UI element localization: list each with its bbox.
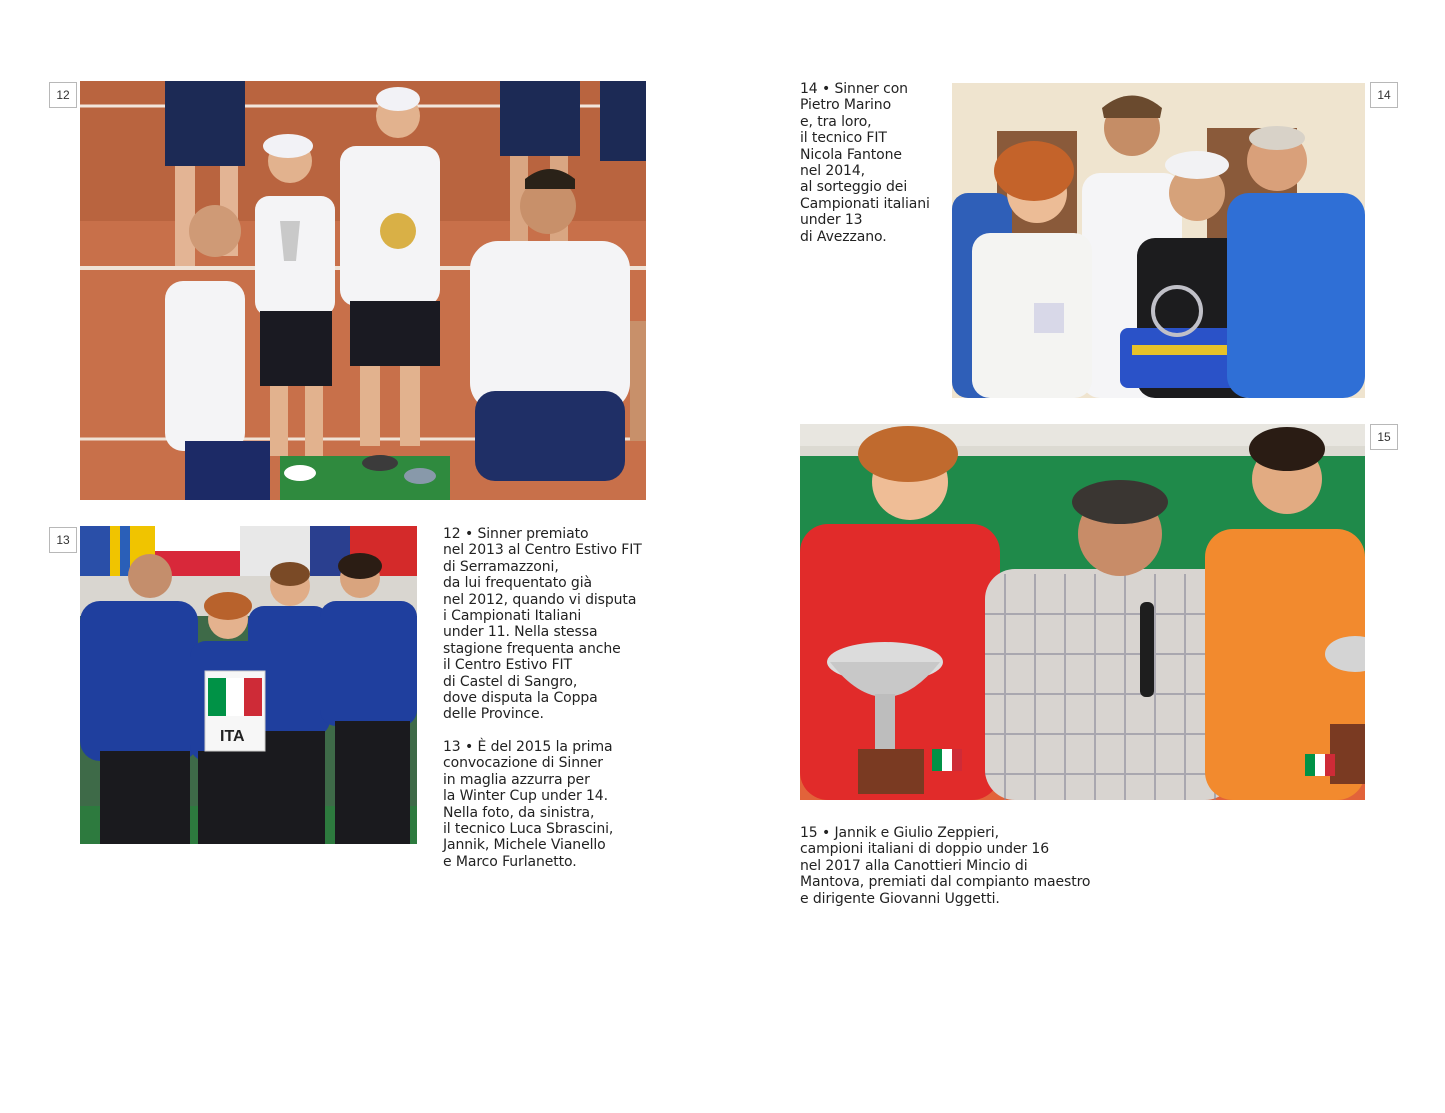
photo-number-12: 12	[49, 82, 77, 108]
caption-12-13	[443, 526, 673, 870]
caption-12: 12 • Sinner premiato nel 2013 al Centro Estivo FIT di Serramazzoni, da lui frequentato già nel 2012, quando vi disputa i Campionati Italiani under 11. Nella stessa stagione frequenta anche il Centro Estivo FIT di Castel di Sangro, dove disputa la Coppa delle Province.	[443, 526, 642, 723]
photo-13-winter-cup-team	[80, 526, 417, 844]
caption-13: 13 • È del 2015 la prima convocazione di Sinner in maglia azzurra per la Winter Cup under 14. Nella foto, da sinistra, il tecnico Luca Sbrascini, Jannik, Michele Vianello e Marco Furlanetto.	[443, 738, 614, 870]
ita-sign-text: ITA	[220, 728, 245, 745]
photo-14-draw-avezzano	[952, 83, 1365, 398]
photo-number-13: 13	[49, 527, 77, 553]
photo-15-doubles-champions	[800, 424, 1365, 800]
caption-14: 14 • Sinner con Pietro Marino e, tra loro, il tecnico FIT Nicola Fantone nel 2014, al sorteggio dei Campionati italiani under 13 di Avezzano.	[800, 81, 930, 245]
photo-number-15: 15	[1370, 424, 1398, 450]
caption-15-block	[800, 825, 1130, 907]
photo-12-award-ceremony	[80, 81, 646, 500]
caption-14-block	[800, 81, 950, 245]
caption-15: 15 • Jannik e Giulio Zeppieri, campioni italiani di doppio under 16 nel 2017 alla Canottieri Mincio di Mantova, premiati dal compianto maestro e dirigente Giovanni Uggetti.	[800, 825, 1091, 907]
photo-number-14: 14	[1370, 82, 1398, 108]
